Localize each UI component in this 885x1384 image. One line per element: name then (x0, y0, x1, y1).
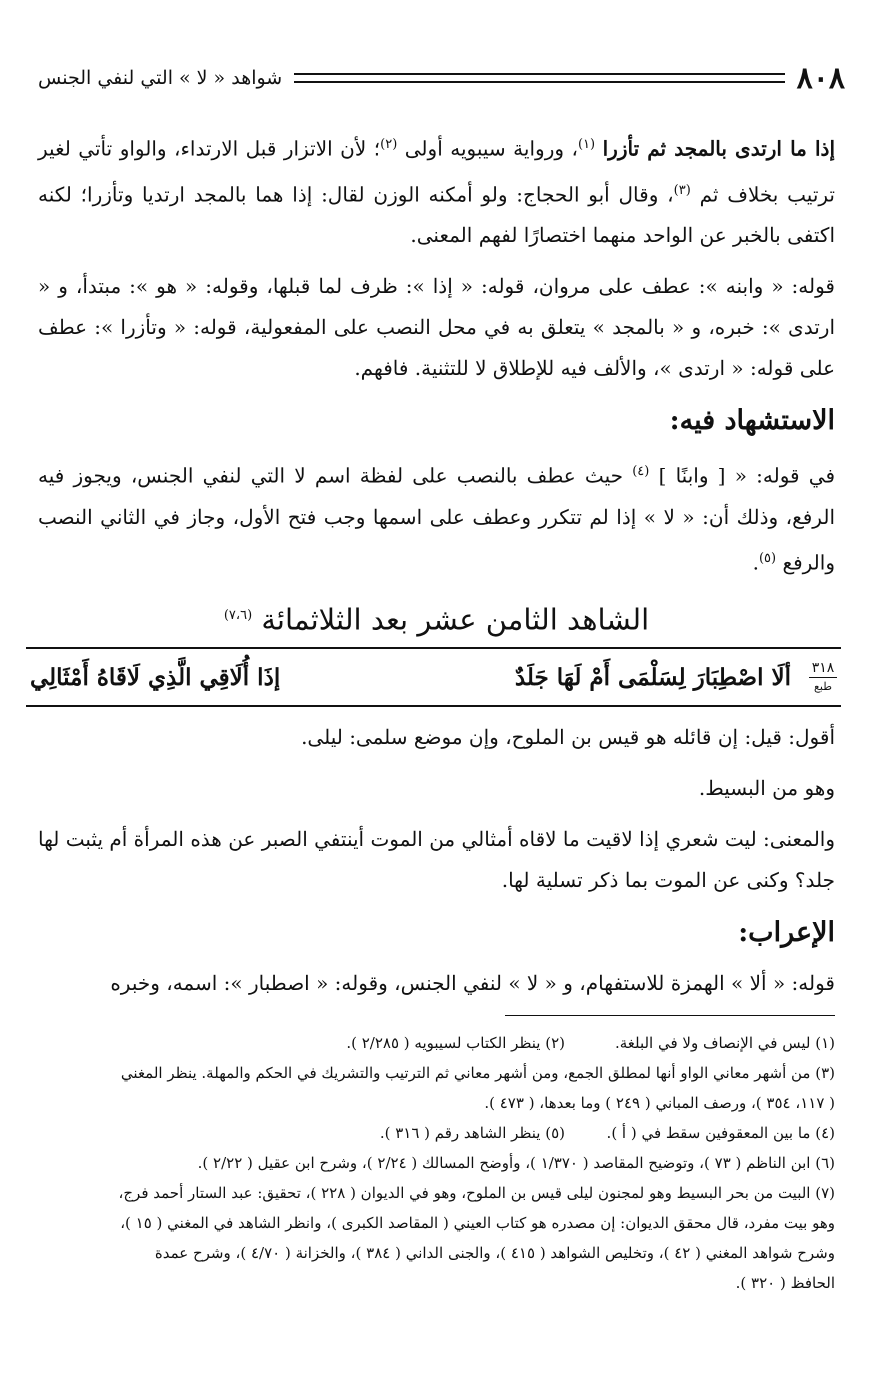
paragraph-1-text-a: ، ورواية سيبويه أولى (404, 136, 578, 161)
witness-title: الشاهد الثامن عشر بعد الثلاثمائة (261, 602, 650, 637)
paragraph-3 (38, 451, 835, 583)
paragraph-1 (38, 124, 835, 256)
footnote-ref-5[interactable]: (٥) (758, 550, 777, 566)
section-heading-evidence: الاستشهاد فيه: (669, 405, 835, 437)
running-title: شواهد « لا » التي لنفي الجنس (38, 67, 283, 89)
footnote-1: (١) ليس في الإنصاف ولا في البلغة. (614, 1034, 835, 1052)
verse-number-sub: طبع (814, 679, 832, 693)
paragraph-3-text-c: . (752, 550, 759, 575)
paragraph-1-text-b: ؛ لأن الاتزار قبل الارتداء، والواو تأتي لغير ترتيب بخلاف ثم (38, 136, 836, 207)
paragraph-3-text-b: حيث عطف بالنصب على لفظة اسم لا التي لنفي الجنس، ويجوز فيه الرفع، وذلك أن: « لا » إذا لم تتكرر وعطف على اسمها وجب فتح الأول، وجاز في الثاني النصب والرفع (38, 463, 835, 575)
paragraph-3-text-a: في قوله: « [ وابنًا ] (658, 463, 836, 488)
footnote-separator (505, 1015, 835, 1016)
footnote-ref-1[interactable]: (١) (577, 137, 596, 152)
paragraph-5: وهو من البسيط. (698, 776, 835, 801)
verse-number-value: ٣١٨ (811, 659, 835, 676)
footnote-6: (٦) ابن الناظم ( ٧٣ )، وتوضيح المقاصد ( ١/٣٧٠ )، وأوضح المسالك ( ٢/٢٤ )، وشرح ابن عقيل ( ٢/٢٢ ). (197, 1154, 835, 1172)
footnote-row-1-2 (40, 1028, 835, 1058)
quoted-verse-fragment: إذا ما ارتدى بالمجد ثم تأزرا (602, 136, 836, 161)
footnote-ref-3[interactable]: (٣) (673, 182, 691, 198)
footnote-3-line-1: (٣) من أشهر معاني الواو أنها لمطلق الجمع، ومن أشهر معاني ثم الترتيب والتشريك في الحكم والمهلة. ينظر المغني (120, 1064, 835, 1082)
paragraph-7: قوله: « ألا » الهمزة للاستفهام، و « لا » لنفي الجنس، وقوله: « اصطبار »: اسمه، وخبره (110, 971, 835, 996)
footnote-ref-2[interactable]: (٢) (380, 137, 398, 152)
running-header (38, 60, 845, 96)
footnote-3-line-2: ( ١١٧، ٣٥٤ )، ورصف المباني ( ٢٤٩ ) وما بعدها، ( ٤٧٣ ). (484, 1094, 835, 1112)
header-rule (294, 73, 784, 83)
footnote-row-4-5 (40, 1118, 835, 1148)
paragraph-6: والمعنى: ليت شعري إذا لاقيت ما لاقاه أمثالي من الموت أينتفي الصبر عن هذه المرأة أم يثبت لها جلد؟ وكنى عن الموت بما ذكر تسلية لها. (37, 827, 835, 893)
footnote-7-line-4: الحافظ ( ٣٢٠ ). (735, 1274, 835, 1292)
paragraph-1-text-c: ، وقال أبو الحجاج: ولو أمكنه الوزن لقال: إذا هما بالمجد ارتديا وتأزرا؛ لكنه اكتفى بالخبر عن الواحد منهما اختصارًا لفهم المعنى. (38, 182, 835, 248)
footnote-5: (٥) ينظر الشاهد رقم ( ٣١٦ ). (379, 1124, 565, 1142)
footnote-4: (٤) ما بين المعقوفين سقط في ( أ ). (606, 1124, 835, 1142)
section-heading-parsing: الإعراب: (738, 917, 835, 949)
paragraph-4: أقول: قيل: إن قائله هو قيس بن الملوح، وإن موضع سلمى: ليلى. (301, 725, 835, 750)
verse-number (809, 661, 837, 694)
witness-heading (38, 594, 835, 642)
second-hemistich: إذَا أُلَاقِي الَّذِي لَاقَاهُ أَمْثَالِي (30, 663, 281, 691)
footnote-7-line-3: وشرح شواهد المغني ( ٤٢ )، وتخليص الشواهد ( ٤١٥ )، والجنى الداني ( ٣٨٤ )، والخزانة ( ٤/٧٠ )، وشرح عمدة (154, 1244, 835, 1262)
page-number: ٨٠٨ (796, 60, 845, 96)
footnote-ref-6-7[interactable]: (٧،٦) (223, 607, 253, 623)
footnotes (40, 1028, 835, 1298)
footnote-ref-4[interactable]: (٤) (632, 464, 650, 480)
verse-box (26, 647, 841, 707)
first-hemistich: ألَا اصْطِبَارَ لِسَلْمَى أَمْ لَهَا جَلَدٌ (514, 663, 791, 691)
main-text (30, 124, 836, 1014)
footnote-7-line-2: وهو بيت مفرد، قال محقق الديوان: إن مصدره هو كتاب العيني ( المقاصد الكبرى )، وانظر الشاهد في المغني ( ١٥ )، (120, 1214, 835, 1232)
paragraph-2: قوله: « وابنه »: عطف على مروان، قوله: « إذا »: ظرف لما قبلها، وقوله: « هو »: مبتدأ، و « ارتدى »: خبره، و « بالمجد » يتعلق به في محل النصب على المفعولية، قوله: « وتأزرا »: عطف على قوله: « ارتدى »، والألف فيه للإطلاق لا للتثنية. فافهم. (38, 274, 835, 381)
footnote-7-line-1: (٧) البيت من بحر البسيط وهو لمجنون ليلى قيس بن الملوح، وهو في الديوان ( ٢٢٨ )، تحقيق: عبد الستار أحمد فرج، (118, 1184, 835, 1202)
footnote-2: (٢) ينظر الكتاب لسيبويه ( ٢/٢٨٥ ). (346, 1034, 565, 1052)
verse-number-bar (809, 677, 837, 678)
